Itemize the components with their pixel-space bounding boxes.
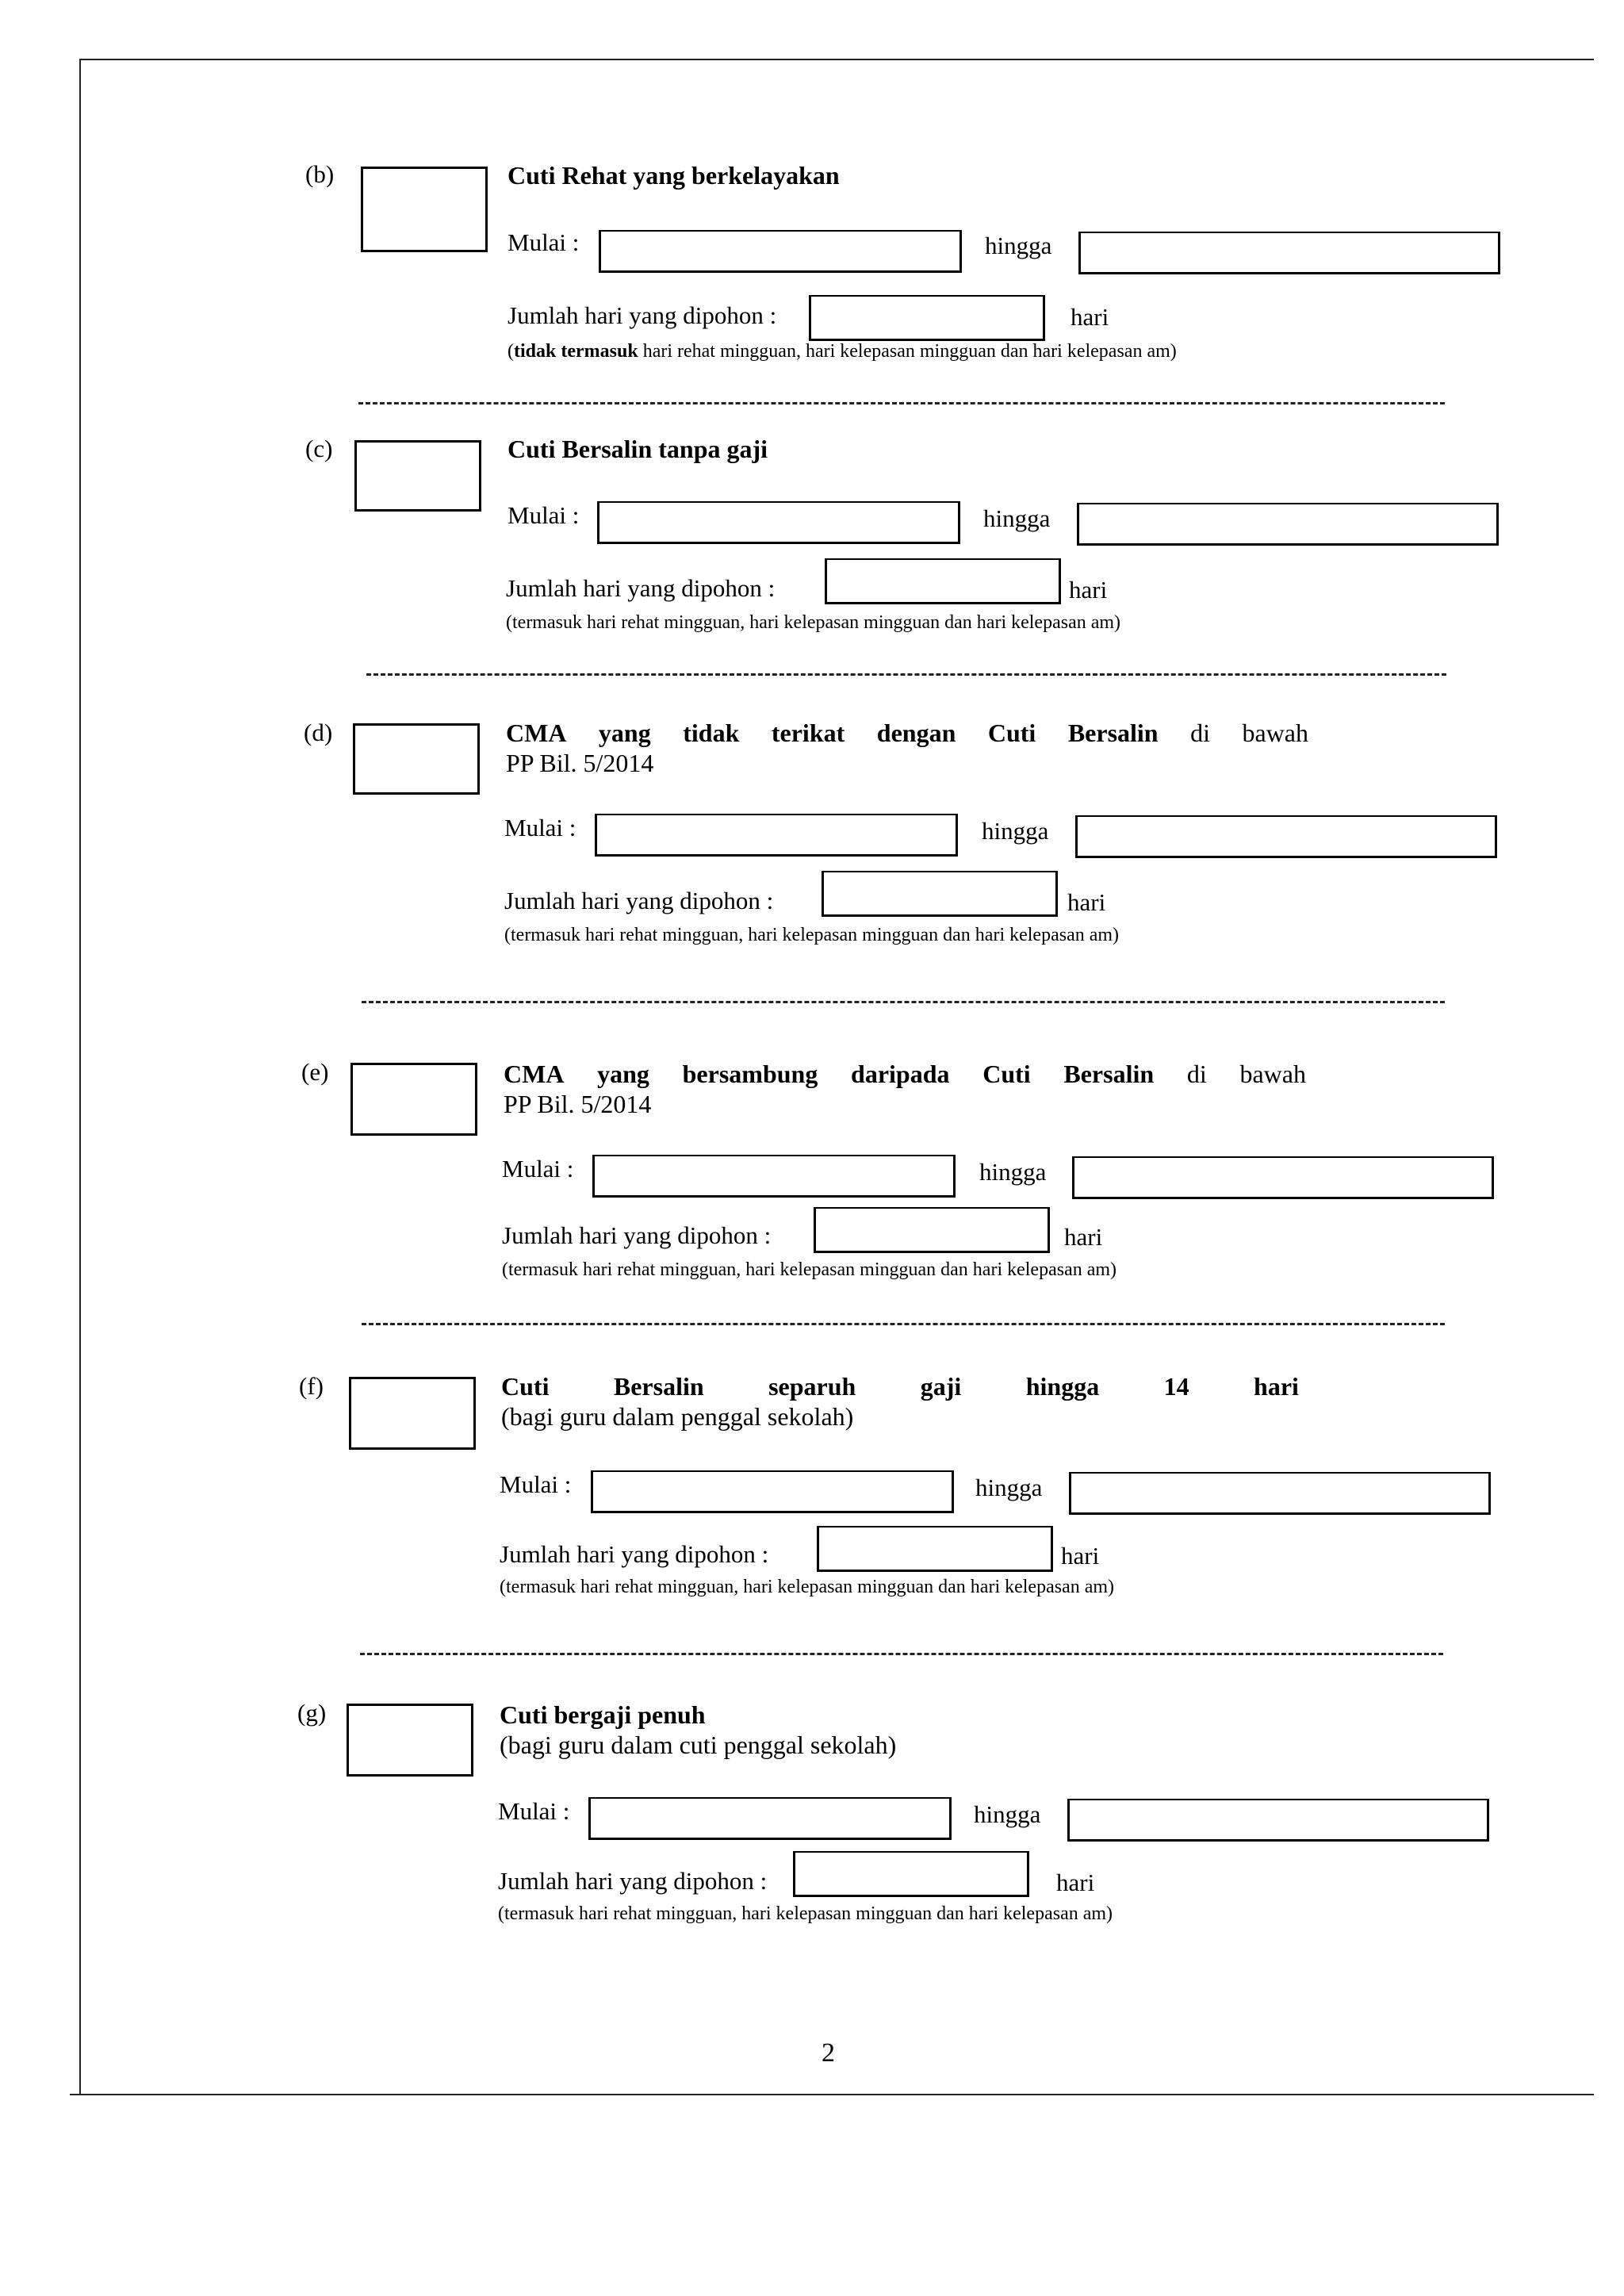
start-date-field[interactable]	[597, 501, 960, 544]
days-note: (termasuk hari rehat mingguan, hari kelepasan mingguan dan hari kelepasan am)	[500, 1577, 1115, 1597]
days-requested-label: Jumlah hari yang dipohon :	[500, 1540, 769, 1568]
title-word: terikat	[771, 719, 845, 747]
section-divider	[358, 402, 1445, 404]
days-requested-field[interactable]	[809, 295, 1045, 341]
end-date-field[interactable]	[1067, 1799, 1489, 1842]
section-letter: (b)	[305, 160, 335, 188]
title-word: Cuti	[501, 1372, 550, 1401]
title-word: bersambung	[682, 1060, 818, 1088]
days-note: (termasuk hari rehat mingguan, hari kelepasan mingguan dan hari kelepasan am)	[502, 1259, 1117, 1280]
title-word: gaji	[920, 1372, 962, 1401]
days-requested-field[interactable]	[817, 1526, 1053, 1572]
title-word: dengan	[876, 719, 956, 747]
title-word: CMA	[506, 719, 567, 747]
start-date-label: Mulai :	[498, 1797, 570, 1825]
start-date-label: Mulai :	[500, 1470, 572, 1498]
days-requested-label: Jumlah hari yang dipohon :	[502, 1221, 772, 1249]
start-date-field[interactable]	[592, 1155, 956, 1198]
start-date-field[interactable]	[599, 230, 962, 273]
leave-type-title: Cuti Rehat yang berkelayakan	[508, 161, 840, 190]
leave-type-checkbox-e[interactable]	[350, 1063, 477, 1136]
days-note: (tidak termasuk hari rehat mingguan, hari kelepasan mingguan dan hari kelepasan am)	[508, 341, 1177, 362]
leave-type-subtitle: (bagi guru dalam penggal sekolah)	[501, 1402, 854, 1431]
section-divider	[360, 1653, 1443, 1655]
page-border-left	[79, 59, 81, 2095]
leave-type-checkbox-b[interactable]	[361, 167, 488, 252]
days-note: (termasuk hari rehat mingguan, hari kelepasan mingguan dan hari kelepasan am)	[506, 612, 1121, 633]
leave-type-checkbox-d[interactable]	[353, 723, 480, 795]
title-word: Cuti	[982, 1060, 1031, 1088]
end-date-field[interactable]	[1069, 1472, 1491, 1515]
leave-type-checkbox-f[interactable]	[349, 1377, 476, 1450]
end-date-label: hingga	[975, 1474, 1043, 1501]
section-letter: (e)	[301, 1058, 329, 1086]
title-word: tidak	[683, 719, 740, 747]
leave-type-title: Cuti bergaji penuh	[500, 1700, 706, 1729]
leave-type-subtitle: PP Bil. 5/2014	[506, 749, 654, 777]
leave-type-checkbox-g[interactable]	[347, 1704, 473, 1777]
leave-type-title	[501, 1372, 1299, 1401]
start-date-label: Mulai :	[508, 501, 580, 529]
days-requested-field[interactable]	[822, 871, 1058, 917]
page-border-bottom	[70, 2094, 1594, 2095]
title-word: separuh	[768, 1372, 856, 1401]
section-letter: (f)	[299, 1372, 324, 1400]
title-word: daripada	[851, 1060, 950, 1088]
days-requested-label: Jumlah hari yang dipohon :	[508, 301, 777, 329]
days-requested-label: Jumlah hari yang dipohon :	[504, 887, 774, 914]
title-word: yang	[598, 719, 651, 747]
title-word: Cuti	[987, 719, 1036, 747]
days-requested-label: Jumlah hari yang dipohon :	[498, 1867, 768, 1895]
days-unit-label: hari	[1064, 1223, 1103, 1251]
section-divider	[362, 1323, 1445, 1325]
start-date-label: Mulai :	[502, 1155, 574, 1182]
days-note: (termasuk hari rehat mingguan, hari kelepasan mingguan dan hari kelepasan am)	[504, 925, 1120, 945]
title-word: di	[1190, 719, 1210, 747]
end-date-label: hingga	[982, 817, 1049, 845]
end-date-field[interactable]	[1072, 1156, 1494, 1199]
page-border-top	[79, 59, 1594, 60]
end-date-label: hingga	[983, 504, 1051, 532]
end-date-label: hingga	[985, 232, 1052, 259]
title-word: Bersalin	[613, 1372, 704, 1401]
days-unit-label: hari	[1056, 1869, 1095, 1896]
start-date-label: Mulai :	[508, 228, 580, 256]
days-requested-field[interactable]	[814, 1207, 1050, 1253]
days-unit-label: hari	[1067, 888, 1106, 916]
title-word: CMA	[504, 1060, 565, 1088]
section-divider	[366, 673, 1446, 676]
end-date-field[interactable]	[1078, 232, 1500, 274]
days-requested-field[interactable]	[793, 1851, 1029, 1897]
days-requested-label: Jumlah hari yang dipohon :	[506, 574, 776, 602]
days-unit-label: hari	[1061, 1542, 1100, 1570]
end-date-label: hingga	[974, 1800, 1041, 1828]
section-letter: (c)	[305, 435, 333, 462]
end-date-field[interactable]	[1077, 503, 1499, 546]
days-note: (termasuk hari rehat mingguan, hari kelepasan mingguan dan hari kelepasan am)	[498, 1903, 1113, 1924]
title-word: bawah	[1239, 1060, 1306, 1088]
leave-type-title: Cuti Bersalin tanpa gaji	[508, 435, 768, 463]
days-unit-label: hari	[1069, 576, 1108, 604]
start-date-label: Mulai :	[504, 814, 576, 841]
leave-type-subtitle: PP Bil. 5/2014	[504, 1090, 652, 1118]
start-date-field[interactable]	[588, 1797, 952, 1840]
note-emphasis: tidak termasuk	[514, 341, 638, 362]
leave-type-title	[504, 1060, 1306, 1089]
days-requested-field[interactable]	[825, 558, 1061, 604]
start-date-field[interactable]	[591, 1470, 954, 1513]
days-unit-label: hari	[1071, 303, 1109, 331]
start-date-field[interactable]	[595, 814, 958, 857]
note-text: hari rehat mingguan, hari kelepasan mingguan dan hari kelepasan am)	[642, 341, 1177, 362]
title-word: di	[1186, 1060, 1207, 1088]
section-divider	[362, 1001, 1445, 1003]
section-letter: (g)	[297, 1699, 327, 1727]
leave-type-subtitle: (bagi guru dalam cuti penggal sekolah)	[500, 1731, 897, 1759]
title-word: yang	[597, 1060, 649, 1088]
section-letter: (d)	[304, 719, 333, 746]
leave-type-title	[506, 719, 1308, 748]
leave-type-checkbox-c[interactable]	[354, 440, 481, 512]
title-word: hari	[1254, 1372, 1299, 1401]
title-word: bawah	[1242, 719, 1308, 747]
title-word: Bersalin	[1063, 1060, 1155, 1088]
title-word: Bersalin	[1067, 719, 1159, 747]
title-word: 14	[1163, 1372, 1189, 1401]
end-date-field[interactable]	[1075, 815, 1497, 858]
title-word: hingga	[1025, 1372, 1100, 1401]
page-number: 2	[822, 2038, 835, 2068]
end-date-label: hingga	[979, 1158, 1047, 1186]
